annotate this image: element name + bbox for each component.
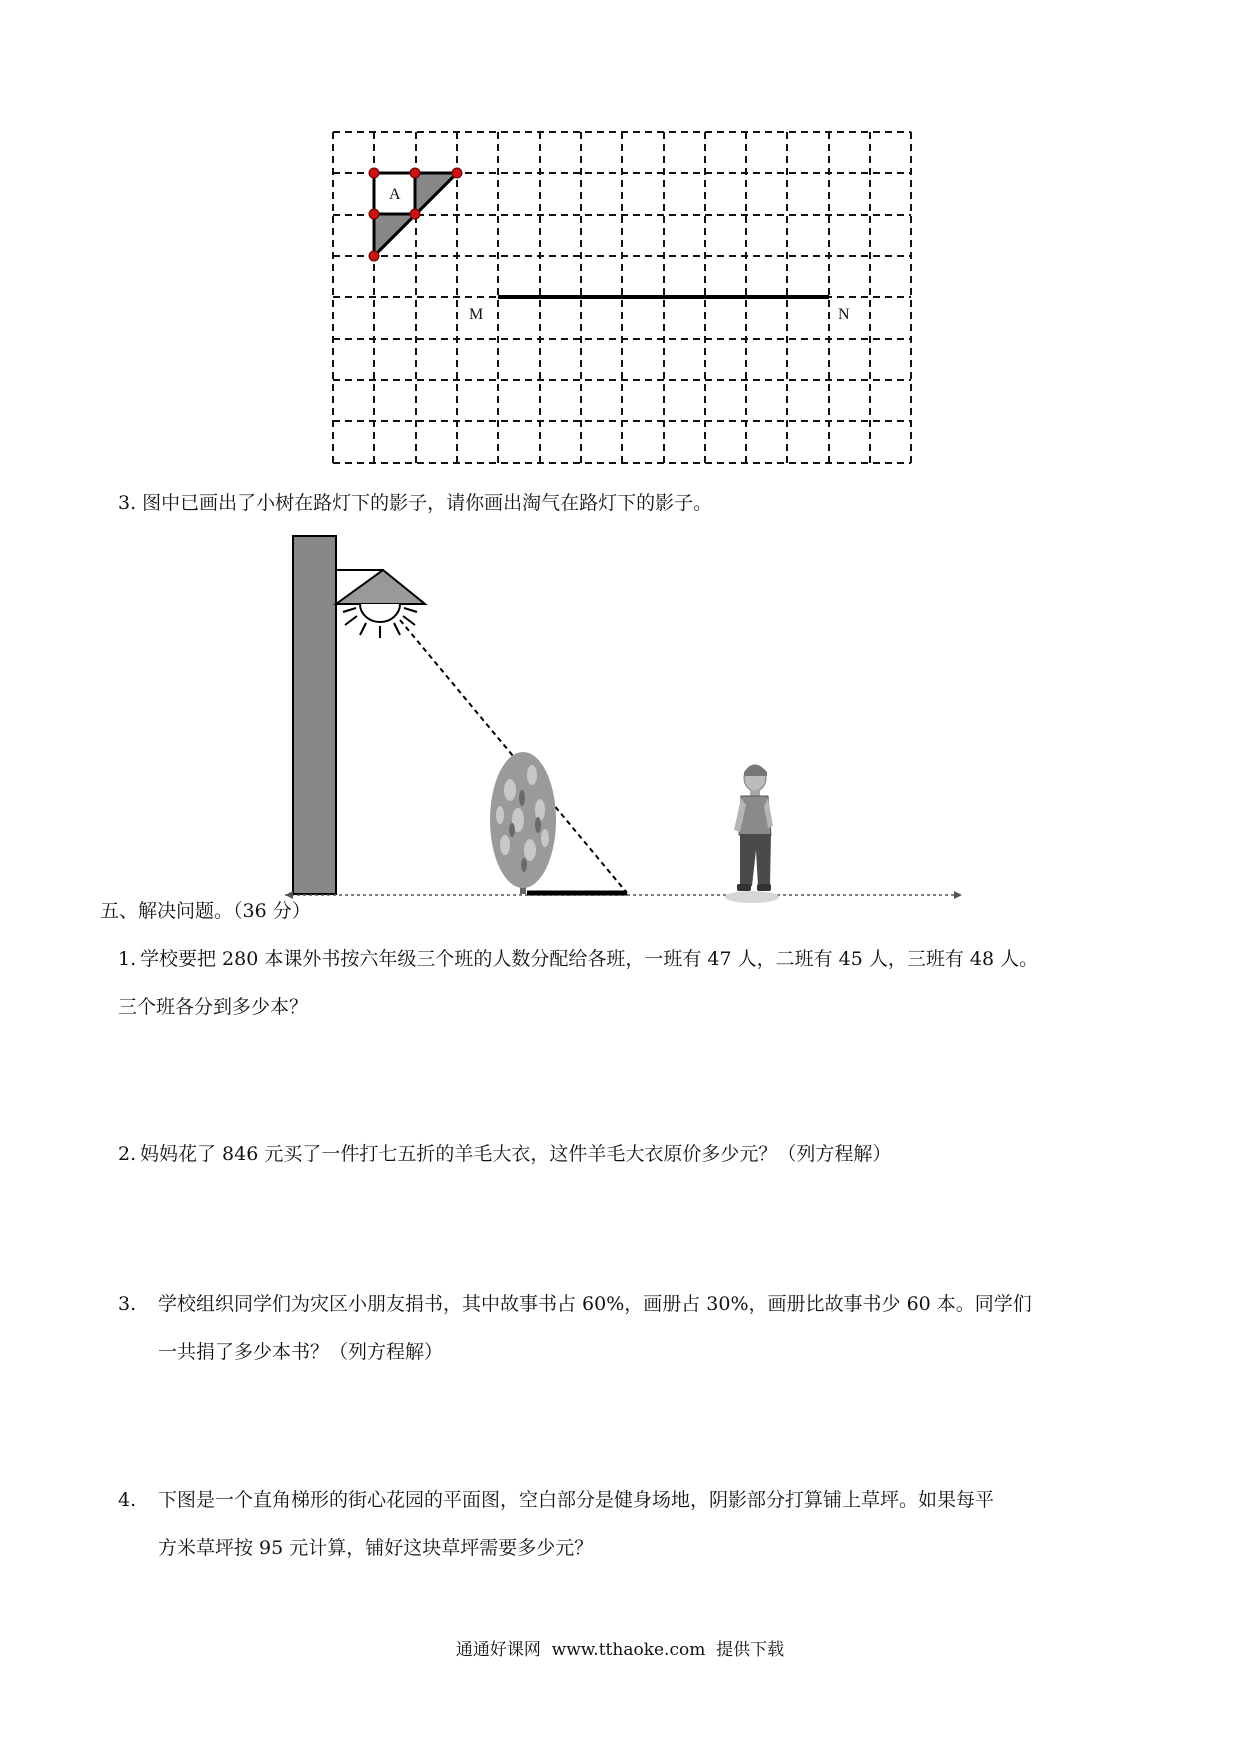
tree (490, 752, 556, 894)
label-n: N (838, 306, 850, 323)
grid-figure (0, 0, 1240, 480)
child-figure (725, 765, 779, 903)
lamp-figure (0, 520, 1240, 920)
label-a: A (389, 186, 401, 203)
lamp-shade (336, 570, 425, 604)
problem2-line1: 妈妈花了 846 元买了一件打七五折的羊毛大衣，这件羊毛大衣原价多少元？（列方程解） (140, 1143, 892, 1165)
problem4-line1: 下图是一个直角梯形的街心花园的平面图，空白部分是健身场地，阴影部分打算铺上草坪。如果每平 (158, 1489, 995, 1511)
label-m: M (469, 306, 484, 323)
problem4-number: 4. (118, 1489, 137, 1511)
problem4-line2: 方米草坪按 95 元计算，铺好这块草坪需要多少元？ (158, 1537, 594, 1559)
lamp-bulb (360, 604, 400, 622)
problem3-line1: 学校组织同学们为灾区小朋友捐书，其中故事书占 60%，画册占 30%，画册比故事书少 60 本。同学们 (158, 1293, 1032, 1315)
grid-svg (0, 0, 1240, 480)
problem1-line1: 学校要把 280 本课外书按六年级三个班的人数分配给各班，一班有 47 人，二班有 45 人，三班有 48 人。 (140, 948, 1039, 970)
footer-text: 通通好课网 www.tthaoke.com 提供下载 (455, 1640, 785, 1660)
lamp-svg (0, 520, 1240, 920)
problem3-line2: 一共捐了多少本书？（列方程解） (158, 1341, 444, 1363)
q3-shadow-text: 3. 图中已画出了小树在路灯下的影子，请你画出淘气在路灯下的影子。 (118, 492, 713, 514)
problem1-number: 1. (118, 948, 137, 970)
problem2-number: 2. (118, 1143, 137, 1165)
problem3-number: 3. (118, 1293, 137, 1315)
section5-heading: 五、解决问题。（36 分） (100, 900, 311, 922)
lamp-post (293, 536, 336, 894)
problem1-line2: 三个班各分到多少本？ (118, 996, 309, 1018)
